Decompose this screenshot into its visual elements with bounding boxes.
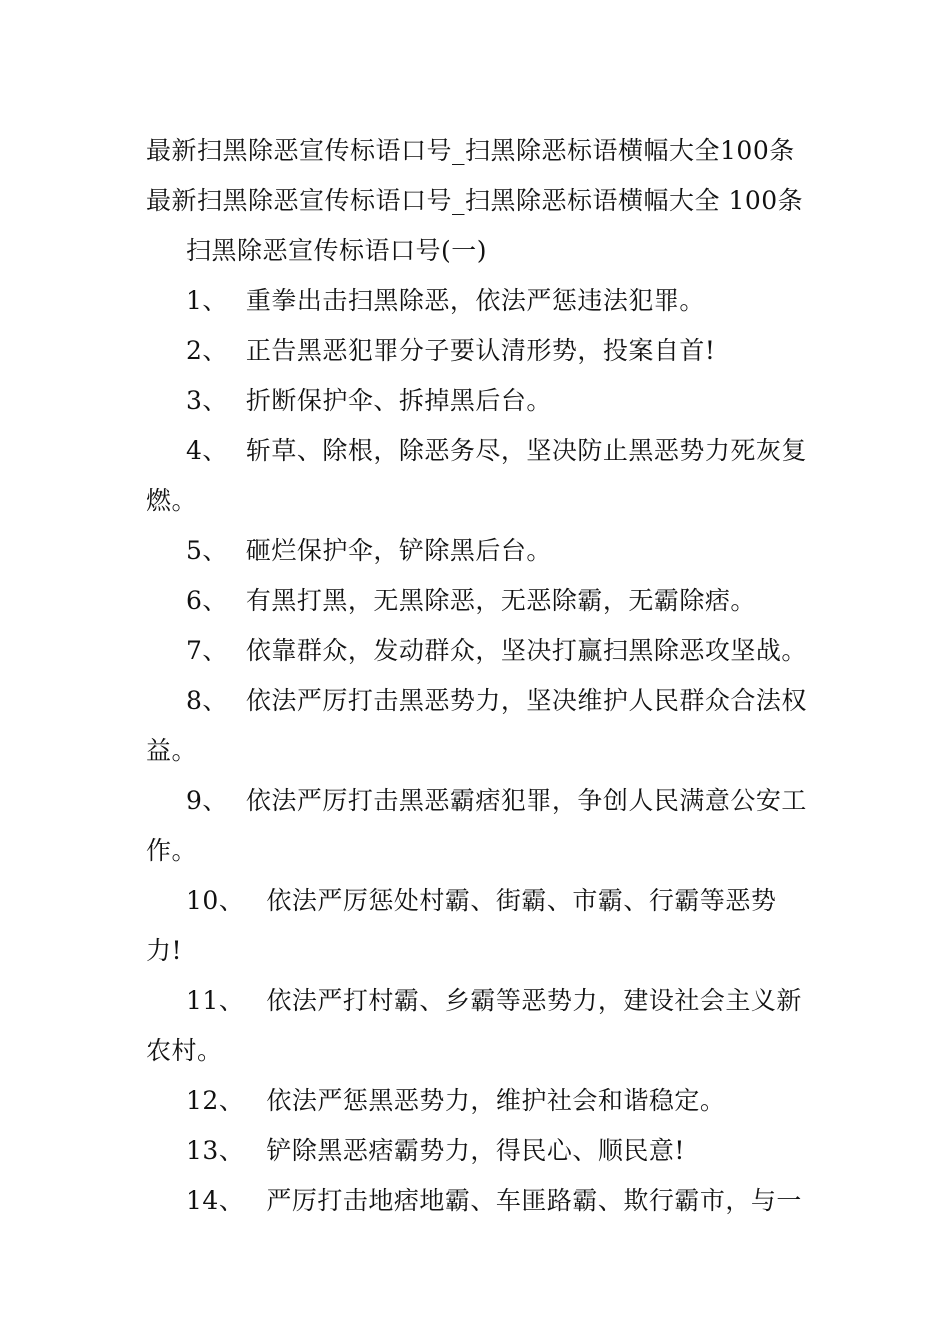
slogan-number: 12 、 xyxy=(186,1076,244,1126)
slogan-text: 依法严惩黑恶势力，维护社会和谐稳定。 xyxy=(266,1086,726,1115)
document-title: 最新扫黑除恶宣传标语口号_扫黑除恶标语横幅大全100条 xyxy=(146,136,795,165)
slogan-item xyxy=(146,776,812,876)
slogan-text: 铲除黑恶痞霸势力，得民心、顺民意! xyxy=(266,1136,685,1165)
slogan-text: 砸烂保护伞，铲除黑后台。 xyxy=(245,536,552,565)
slogan-item xyxy=(146,1176,812,1226)
slogan-text: 有黑打黑，无黑除恶，无恶除霸，无霸除痞。 xyxy=(245,586,756,615)
slogan-item xyxy=(146,326,812,376)
slogan-number: 4 、 xyxy=(186,426,228,476)
slogan-item xyxy=(146,876,812,976)
slogan-number: 14 、 xyxy=(186,1176,244,1226)
slogan-text: 依法严厉打击黑恶霸痞犯罪，争创人民满意公安工作。 xyxy=(146,786,807,865)
slogan-number: 13 、 xyxy=(186,1126,244,1176)
slogan-text: 严厉打击地痞地霸、车匪路霸、欺行霸市，与一 xyxy=(266,1186,802,1215)
slogan-item xyxy=(146,626,812,676)
slogan-item xyxy=(146,276,812,326)
slogan-text: 重拳出击扫黑除恶，依法严惩违法犯罪。 xyxy=(245,286,705,315)
slogan-item xyxy=(146,976,812,1076)
slogan-number: 7 、 xyxy=(186,626,228,676)
slogan-number: 8 、 xyxy=(186,676,228,726)
slogan-number: 6 、 xyxy=(186,576,228,626)
slogan-text: 依法严厉打击黑恶势力，坚决维护人民群众合法权益。 xyxy=(146,686,807,765)
slogan-item xyxy=(146,1126,812,1176)
slogan-text: 依法严打村霸、乡霸等恶势力，建设社会主义新农村。 xyxy=(146,986,802,1065)
slogan-number: 2 、 xyxy=(186,326,228,376)
slogan-number: 3 、 xyxy=(186,376,228,426)
slogan-number: 1 、 xyxy=(186,276,228,326)
slogan-item xyxy=(146,1076,812,1126)
slogan-item xyxy=(146,426,812,526)
slogan-item xyxy=(146,376,812,426)
slogan-number: 9 、 xyxy=(186,776,228,826)
slogan-item xyxy=(146,526,812,576)
slogan-number: 5 、 xyxy=(186,526,228,576)
document-body xyxy=(146,126,812,1226)
document-subtitle: 最新扫黑除恶宣传标语口号_扫黑除恶标语横幅大全 100条 xyxy=(146,186,804,215)
slogan-item xyxy=(146,576,812,626)
slogan-text: 正告黑恶犯罪分子要认清形势，投案自首! xyxy=(245,336,716,365)
slogan-number: 10 、 xyxy=(186,876,244,926)
slogan-text: 依靠群众，发动群众，坚决打赢扫黑除恶攻坚战。 xyxy=(245,636,807,665)
slogan-number: 11 、 xyxy=(186,976,244,1026)
slogan-text: 折断保护伞、拆掉黑后台。 xyxy=(245,386,552,415)
slogan-text: 依法严厉惩处村霸、街霸、市霸、行霸等恶势力! xyxy=(146,886,777,965)
slogan-item xyxy=(146,676,812,776)
section-heading: 扫黑除恶宣传标语口号(一) xyxy=(186,236,488,265)
slogan-text: 斩草、除根，除恶务尽，坚决防止黑恶势力死灰复燃。 xyxy=(146,436,807,515)
